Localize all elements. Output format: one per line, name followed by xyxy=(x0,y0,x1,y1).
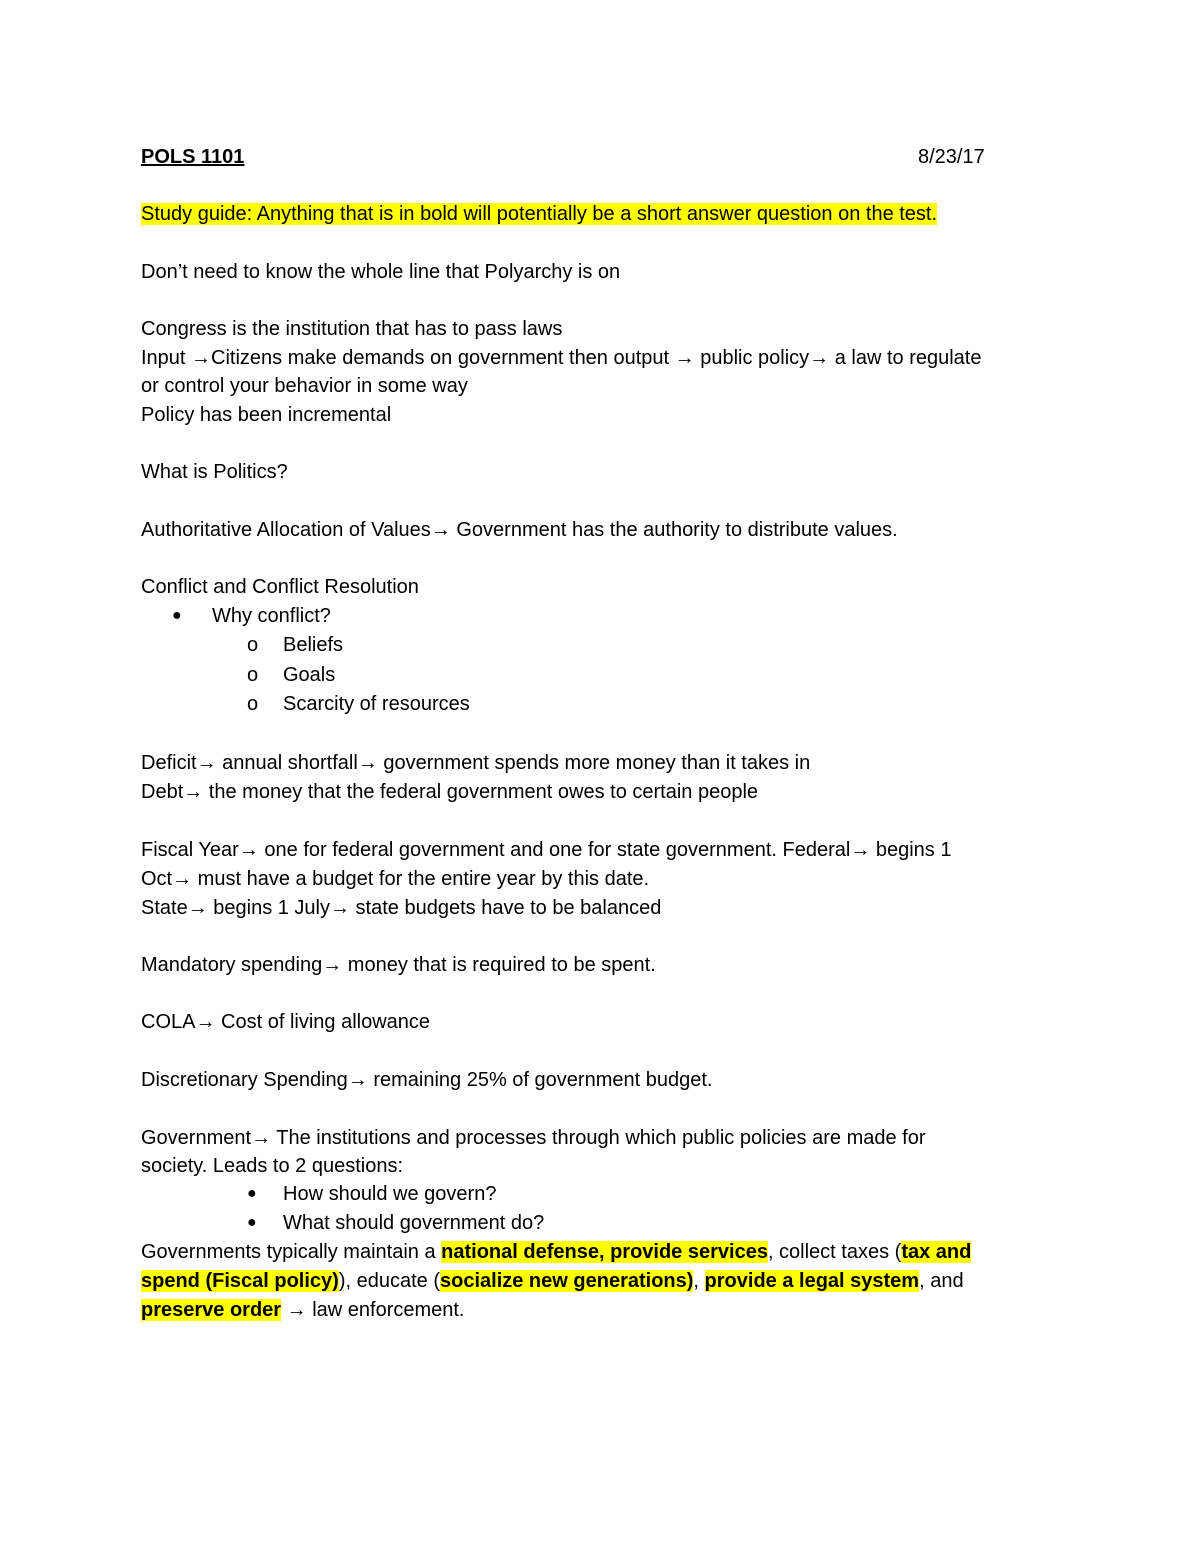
definition: The institutions and processes through which public policies are made for xyxy=(271,1127,926,1149)
government-question: What should government do? xyxy=(283,1212,545,1234)
fiscal-line-3 xyxy=(141,895,661,921)
study-guide-text: Study guide: Anything that is in bold will potentially be a short answer question on the test. xyxy=(141,203,938,225)
functions-text: Governments typically maintain a xyxy=(141,1241,442,1263)
fiscal-line-1 xyxy=(141,837,951,863)
definition: Government has the authority to distribute values. xyxy=(450,519,898,541)
conflict-heading: Conflict and Conflict Resolution xyxy=(141,576,419,598)
term: Deficit xyxy=(141,752,197,774)
highlighted-term: preserve order xyxy=(141,1299,282,1321)
law-text: a law to regulate xyxy=(829,347,982,369)
arrow-icon: → xyxy=(347,1069,368,1091)
why-conflict: Why conflict? xyxy=(212,605,331,627)
arrow-icon: → xyxy=(172,868,193,890)
functions-text: , xyxy=(693,1270,705,1292)
term: Authoritative Allocation of Values xyxy=(141,519,431,541)
fiscal-line-2 xyxy=(141,866,649,892)
input-label: Input xyxy=(141,347,192,369)
term: Fiscal Year xyxy=(141,839,239,861)
arrow-icon: → xyxy=(251,1127,272,1149)
public-policy-text: public policy xyxy=(694,347,810,369)
bullet-icon: ● xyxy=(247,1214,257,1231)
conflict-subitem: Goals xyxy=(283,664,336,686)
politics-question: What is Politics? xyxy=(141,461,288,483)
definition: begins 1 July xyxy=(207,897,330,919)
congress-line-1: Congress is the institution that has to pass laws xyxy=(141,318,563,340)
arrow-icon: → xyxy=(322,954,343,976)
arrow-icon: → xyxy=(183,781,204,803)
arrow-icon: → xyxy=(850,839,871,861)
conflict-subitem: Beliefs xyxy=(283,634,344,656)
term: Government xyxy=(141,1127,252,1149)
course-title: POLS 1101 xyxy=(141,146,245,168)
government-line-2: society. Leads to 2 questions: xyxy=(141,1155,404,1177)
government-line-1 xyxy=(141,1125,926,1151)
arrow-icon: → xyxy=(187,897,208,919)
arrow-icon: → xyxy=(238,839,259,861)
arrow-icon: → xyxy=(809,347,830,369)
polyarchy-note: Don’t need to know the whole line that Polyarchy is on xyxy=(141,261,621,283)
term: COLA xyxy=(141,1011,196,1033)
arrow-icon: → xyxy=(430,519,451,541)
circle-bullet-icon: o xyxy=(247,693,259,715)
document-date: 8/23/17 xyxy=(918,146,985,168)
debt-line xyxy=(141,779,758,805)
arrow-icon: → xyxy=(195,1011,216,1033)
arrow-icon: → xyxy=(191,347,212,369)
functions-text: , collect taxes ( xyxy=(767,1241,902,1263)
highlighted-term: tax and xyxy=(901,1241,972,1263)
cola-line xyxy=(141,1009,430,1035)
congress-line-2 xyxy=(141,345,982,371)
circle-bullet-icon: o xyxy=(247,634,259,656)
highlighted-term: national defense, provide services xyxy=(441,1241,768,1263)
functions-line-3 xyxy=(141,1297,465,1323)
definition: government spends more money than it takes in xyxy=(377,752,811,774)
congress-line-4: Policy has been incremental xyxy=(141,404,392,426)
functions-line-1 xyxy=(141,1239,971,1265)
functions-text: , and xyxy=(919,1270,964,1292)
term: Discretionary Spending xyxy=(141,1069,348,1091)
definition: remaining 25% of government budget. xyxy=(367,1069,713,1091)
government-question: How should we govern? xyxy=(283,1183,497,1205)
arrow-icon: → xyxy=(330,897,350,919)
definition: annual shortfall xyxy=(216,752,358,774)
mandatory-line xyxy=(141,952,656,978)
term: Mandatory spending xyxy=(141,954,323,976)
term: Debt xyxy=(141,781,184,803)
functions-line-2 xyxy=(141,1268,964,1294)
highlighted-term: socialize new generations) xyxy=(440,1270,694,1292)
arrow-icon: → xyxy=(286,1299,307,1321)
authoritative-allocation xyxy=(141,517,898,543)
definition: state budgets have to be balanced xyxy=(350,897,662,919)
bullet-icon: ● xyxy=(172,607,182,624)
highlighted-term: spend (Fiscal policy) xyxy=(141,1270,339,1292)
study-guide-note xyxy=(141,201,937,227)
term: State xyxy=(141,897,188,919)
definition: money that is required to be spent. xyxy=(342,954,656,976)
discretionary-line xyxy=(141,1067,712,1093)
highlighted-term: provide a legal system xyxy=(704,1270,920,1292)
conflict-subitem: Scarcity of resources xyxy=(283,693,470,715)
deficit-line xyxy=(141,750,810,776)
definition: Cost of living allowance xyxy=(215,1011,431,1033)
functions-text: law enforcement. xyxy=(306,1299,465,1321)
circle-bullet-icon: o xyxy=(247,664,259,686)
term: Oct xyxy=(141,868,173,890)
definition: must have a budget for the entire year by this date. xyxy=(192,868,650,890)
input-text: Citizens make demands on government then output xyxy=(211,347,675,369)
functions-text: ), educate ( xyxy=(338,1270,440,1292)
arrow-icon: → xyxy=(357,752,378,774)
definition: the money that the federal government owes to certain people xyxy=(203,781,759,803)
definition: one for federal government and one for state government. Federal xyxy=(258,839,851,861)
definition: begins 1 xyxy=(870,839,952,861)
bullet-icon: ● xyxy=(247,1185,257,1202)
arrow-icon: → xyxy=(196,752,217,774)
congress-line-3: or control your behavior in some way xyxy=(141,375,468,397)
arrow-icon: → xyxy=(674,347,695,369)
